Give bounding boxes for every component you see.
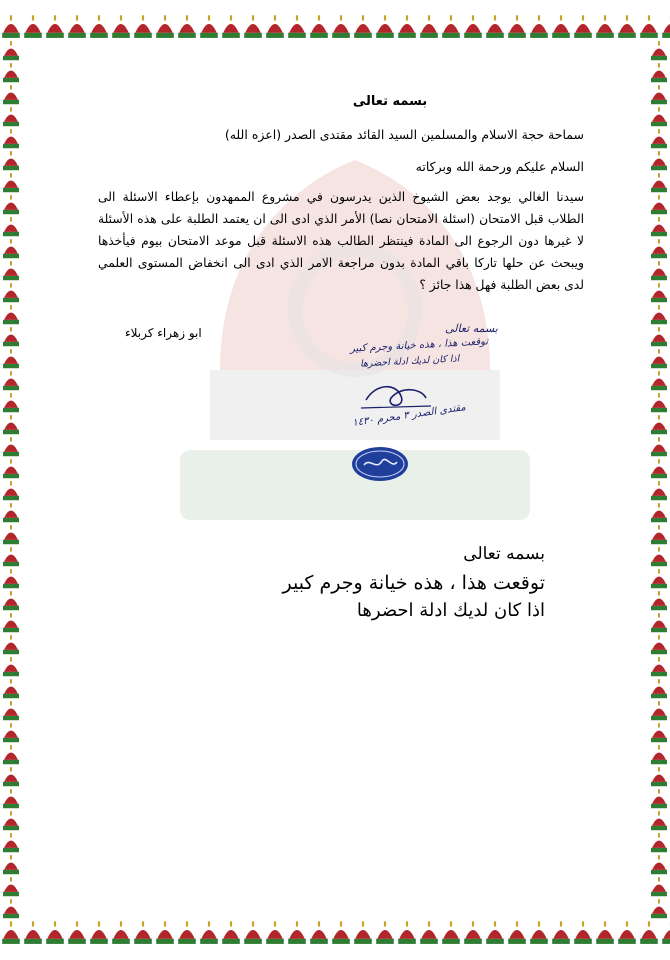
decorative-border-left <box>0 0 22 960</box>
border-ornament <box>420 921 438 944</box>
border-ornament <box>651 745 667 764</box>
letter-body: سيدنا الغالي يوجد بعض الشيوخ الذين يدرسون في مشروع الممهدون بإعطاء الاسئلة الى الطلاب قبل الامتحان (اسئلة الامتحان نصا) الأمر الذي ادى الى ان يعتمد الطلبة على هذه الأسئلة لا غيرها دون الرجوع الى المادة فينتظر الطالب هذه الاسئلة قبل موعد الامتحان بيوم فيأخذها ويبحث عن حلها تاركا باقي المادة بدون مراجعة الامر الذي ادى الى انخفاض المستوى العلمي لدى بعض الطلبة فهل هذا جائز ؟ <box>98 190 584 292</box>
border-ornament <box>3 415 19 434</box>
border-ornament <box>651 261 667 280</box>
border-ornament <box>3 459 19 478</box>
border-ornament <box>3 217 19 236</box>
border-ornament <box>651 85 667 104</box>
border-ornament <box>376 15 394 38</box>
border-ornament <box>3 85 19 104</box>
border-ornament <box>442 15 460 38</box>
border-ornament <box>178 15 196 38</box>
border-ornament <box>530 15 548 38</box>
border-ornament <box>486 921 504 944</box>
border-ornament <box>112 15 130 38</box>
border-ornament <box>200 15 218 38</box>
border-ornament <box>651 217 667 236</box>
border-ornament <box>3 63 19 82</box>
border-ornament <box>3 393 19 412</box>
border-ornament <box>3 855 19 874</box>
border-ornament <box>3 349 19 368</box>
border-ornament <box>24 921 42 944</box>
border-ornament <box>574 15 592 38</box>
border-ornament <box>3 613 19 632</box>
border-ornament <box>244 921 262 944</box>
border-ornament <box>651 525 667 544</box>
border-ornament <box>112 921 130 944</box>
border-ornament <box>398 921 416 944</box>
border-ornament <box>3 437 19 456</box>
border-ornament <box>3 41 19 60</box>
border-ornament <box>651 41 667 60</box>
decorative-border-right <box>648 0 670 960</box>
border-ornament <box>3 371 19 390</box>
border-ornament <box>651 613 667 632</box>
border-ornament <box>3 525 19 544</box>
handwritten-date: ٣ محرم ١٤٣٠ <box>351 410 410 429</box>
border-ornament <box>442 921 460 944</box>
letter-recipient: سماحة حجة الاسلام والمسلمين السيد القائد مقتدى الصدر (اعزه الله) <box>224 127 584 142</box>
decorative-border-top <box>0 0 670 44</box>
border-ornament <box>222 15 240 38</box>
border-ornament <box>3 107 19 126</box>
transcription-line-3: اذا كان لديك ادلة احضرها <box>356 600 545 621</box>
border-ornament <box>90 921 108 944</box>
border-ornament <box>68 921 86 944</box>
decorative-border-bottom <box>0 916 670 960</box>
border-ornament <box>3 151 19 170</box>
transcription-line-2: توقعت هذا ، هذه خيانة وجرم كبير <box>282 572 545 594</box>
border-ornament <box>3 261 19 280</box>
border-ornament <box>651 107 667 126</box>
border-ornament <box>3 745 19 764</box>
border-ornament <box>3 789 19 808</box>
border-ornament <box>651 877 667 896</box>
border-ornament <box>651 349 667 368</box>
border-ornament <box>3 195 19 214</box>
border-ornament <box>651 129 667 148</box>
border-ornament <box>651 569 667 588</box>
border-ornament <box>3 327 19 346</box>
letter-signer: ابو زهراء كربلاء <box>125 326 202 340</box>
border-ornament <box>354 921 372 944</box>
blue-seal-stamp <box>350 445 410 483</box>
border-ornament <box>3 503 19 522</box>
border-ornament <box>618 921 636 944</box>
border-ornament <box>68 15 86 38</box>
border-ornament <box>420 15 438 38</box>
border-ornament <box>3 569 19 588</box>
border-ornament <box>266 921 284 944</box>
border-ornament <box>90 15 108 38</box>
border-ornament <box>651 151 667 170</box>
border-ornament <box>651 855 667 874</box>
border-ornament <box>332 921 350 944</box>
border-ornament <box>651 701 667 720</box>
border-ornament <box>3 833 19 852</box>
border-ornament <box>3 305 19 324</box>
border-ornament <box>3 635 19 654</box>
border-ornament <box>596 15 614 38</box>
border-ornament <box>651 173 667 192</box>
border-ornament <box>288 921 306 944</box>
border-ornament <box>574 921 592 944</box>
border-ornament <box>46 15 64 38</box>
border-ornament <box>530 921 548 944</box>
border-ornament <box>552 15 570 38</box>
handwritten-line-1: توقعت هذا ، هذه خيانة وجرم كبير <box>349 336 489 355</box>
border-ornament <box>651 195 667 214</box>
border-ornament <box>134 15 152 38</box>
border-ornament <box>134 921 152 944</box>
border-ornament <box>3 899 19 918</box>
border-ornament <box>651 481 667 500</box>
border-ornament <box>376 921 394 944</box>
border-ornament <box>508 15 526 38</box>
border-ornament <box>651 657 667 676</box>
border-ornament <box>288 15 306 38</box>
border-ornament <box>3 283 19 302</box>
border-ornament <box>3 481 19 500</box>
border-ornament <box>3 877 19 896</box>
border-ornament <box>651 591 667 610</box>
border-ornament <box>651 833 667 852</box>
border-ornament <box>3 657 19 676</box>
border-ornament <box>156 921 174 944</box>
border-ornament <box>552 921 570 944</box>
border-ornament <box>508 921 526 944</box>
border-ornament <box>310 15 328 38</box>
border-ornament <box>651 63 667 82</box>
handwritten-line-2: اذا كان لديك ادلة احضرها <box>359 353 460 370</box>
border-ornament <box>651 723 667 742</box>
border-ornament <box>222 921 240 944</box>
border-ornament <box>651 767 667 786</box>
transcription-line-1: بسمه تعالى <box>463 544 545 564</box>
border-ornament <box>3 129 19 148</box>
border-ornament <box>3 679 19 698</box>
border-ornament <box>354 15 372 38</box>
border-ornament <box>618 15 636 38</box>
border-ornament <box>651 899 667 918</box>
border-ornament <box>651 393 667 412</box>
border-ornament <box>596 921 614 944</box>
border-ornament <box>3 701 19 720</box>
border-ornament <box>651 679 667 698</box>
border-ornament <box>651 371 667 390</box>
border-ornament <box>651 283 667 302</box>
handwritten-heading: بسمه تعالى <box>445 322 498 335</box>
border-ornament <box>651 635 667 654</box>
border-ornament <box>486 15 504 38</box>
border-ornament <box>266 15 284 38</box>
border-ornament <box>3 547 19 566</box>
handwritten-signature-name: مقتدى الصدر ٣ محرم ١٤٣٠ <box>351 402 467 429</box>
border-ornament <box>464 15 482 38</box>
border-ornament <box>46 921 64 944</box>
border-ornament <box>651 503 667 522</box>
border-ornament <box>398 15 416 38</box>
border-ornament <box>651 437 667 456</box>
letter-title: بسمه تعالى <box>352 94 428 109</box>
border-ornament <box>651 811 667 830</box>
border-ornament <box>651 789 667 808</box>
border-ornament <box>178 921 196 944</box>
border-ornament <box>651 327 667 346</box>
border-ornament <box>651 239 667 258</box>
border-ornament <box>3 811 19 830</box>
letter-greeting: السلام عليكم ورحمة الله وبركاته <box>415 159 584 174</box>
border-ornament <box>310 921 328 944</box>
border-ornament <box>332 15 350 38</box>
border-ornament <box>3 723 19 742</box>
border-ornament <box>651 305 667 324</box>
border-ornament <box>244 15 262 38</box>
border-ornament <box>3 591 19 610</box>
border-ornament <box>24 15 42 38</box>
border-ornament <box>3 767 19 786</box>
border-ornament <box>156 15 174 38</box>
border-ornament <box>200 921 218 944</box>
border-ornament <box>3 173 19 192</box>
border-ornament <box>651 459 667 478</box>
border-ornament <box>651 415 667 434</box>
border-ornament <box>3 239 19 258</box>
border-ornament <box>464 921 482 944</box>
border-ornament <box>651 547 667 566</box>
